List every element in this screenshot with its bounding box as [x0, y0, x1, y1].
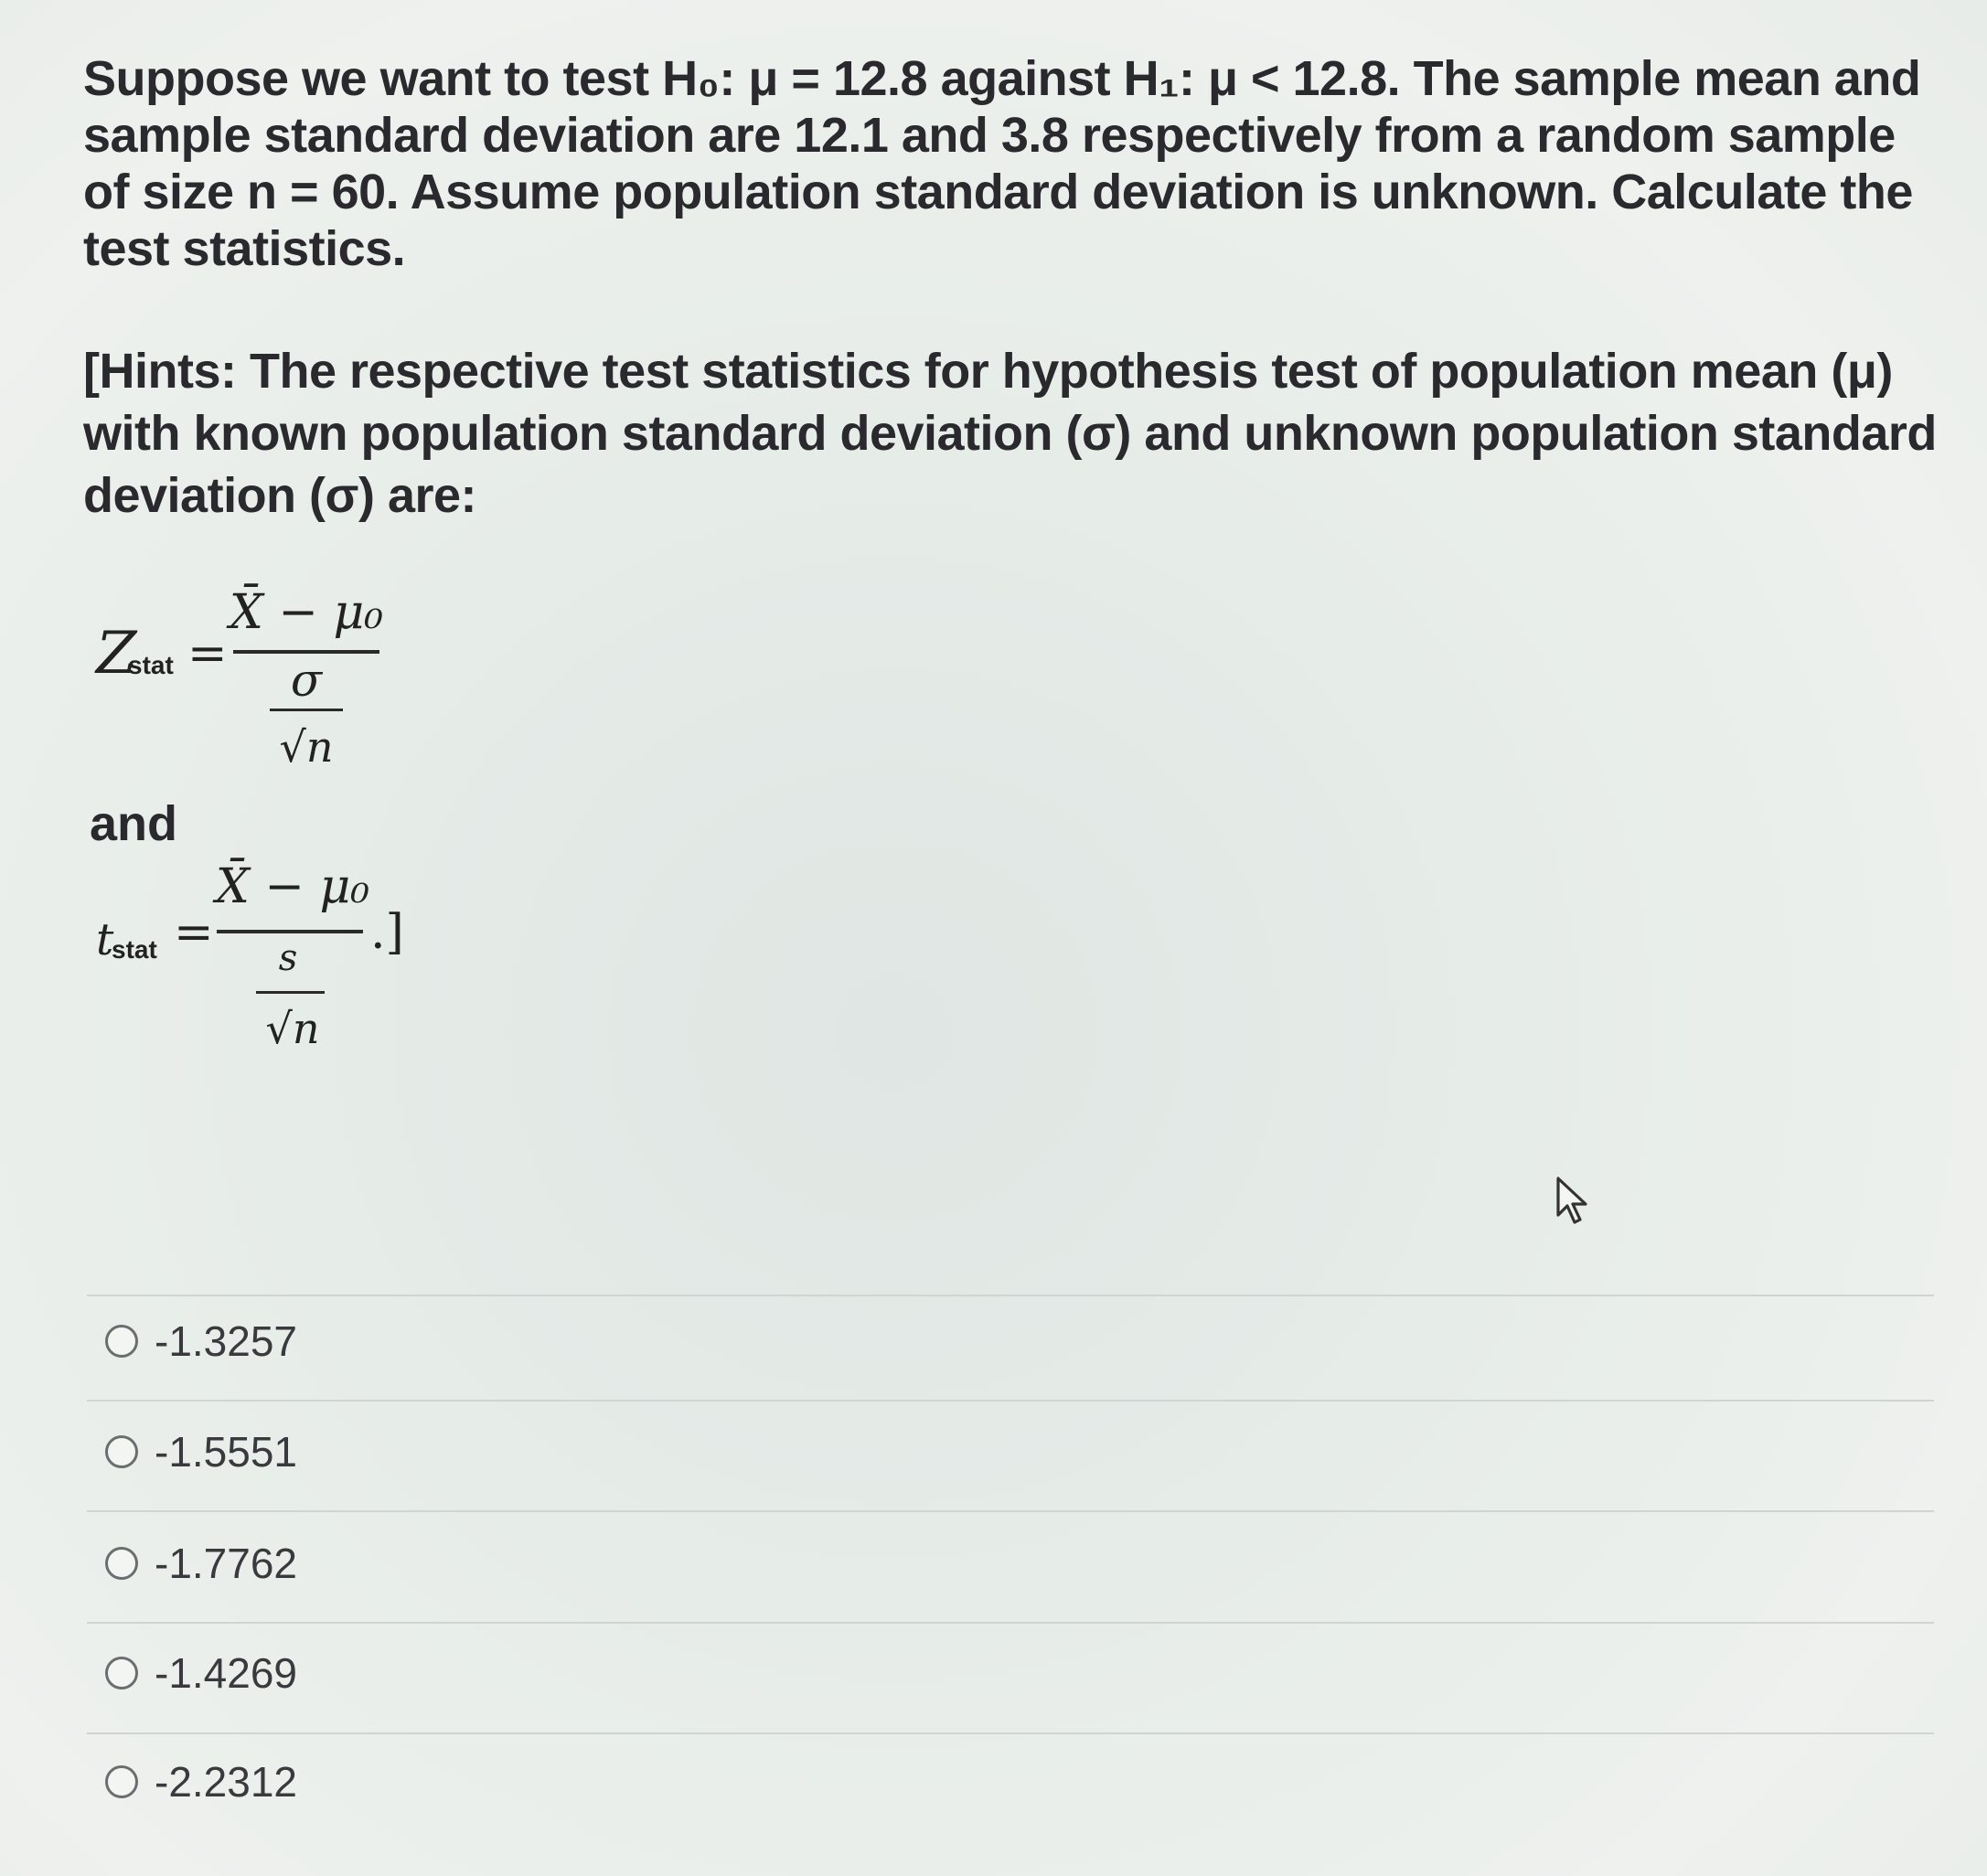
equals-sign: =	[187, 626, 228, 681]
radio-button[interactable]	[105, 1547, 138, 1580]
option-1[interactable]	[105, 1316, 297, 1366]
divider	[87, 1622, 1934, 1624]
option-label: -1.7762	[155, 1540, 298, 1587]
z-inner-bar	[270, 709, 343, 711]
hint-text: [Hints: The respective test statistics for hypothesis test of population mean (μ) with known population standard deviation (σ) and unknown population standard deviation (σ) are:	[83, 344, 1937, 523]
option-4[interactable]	[105, 1648, 297, 1698]
z-sigma: σ	[290, 654, 323, 707]
option-label: -1.3257	[155, 1317, 298, 1365]
t-s: s	[278, 937, 298, 979]
t-fraction-bar	[217, 930, 363, 933]
equals-sign: =	[174, 905, 214, 960]
z-subscript: stat	[128, 651, 174, 679]
divider	[87, 1732, 1934, 1734]
divider	[87, 1510, 1934, 1512]
radio-button[interactable]	[105, 1325, 138, 1358]
closing-bracket: .]	[370, 905, 404, 960]
divider	[87, 1400, 1934, 1402]
option-2[interactable]	[105, 1427, 297, 1476]
radio-button[interactable]	[105, 1435, 138, 1468]
z-sqrt-n: √n	[279, 722, 334, 772]
option-label: -1.5551	[155, 1428, 298, 1476]
t-numerator: X̄ − μ₀	[215, 859, 370, 914]
radio-button[interactable]	[105, 1765, 138, 1798]
t-inner-bar	[256, 991, 325, 994]
and-text: and	[90, 796, 178, 851]
t-sqrt-n: √n	[265, 1004, 320, 1053]
t-subscript: stat	[112, 935, 157, 964]
mouse-pointer-icon	[1554, 1175, 1595, 1226]
radio-button[interactable]	[105, 1657, 138, 1689]
t-symbol: t	[96, 914, 114, 965]
divider	[87, 1295, 1934, 1296]
option-3[interactable]	[105, 1539, 297, 1588]
option-5[interactable]	[105, 1757, 297, 1807]
z-numerator: X̄ − μ₀	[229, 585, 384, 640]
question-text: Suppose we want to test H₀: μ = 12.8 against H₁: μ < 12.8. The sample mean and sample standard deviation are 12.1 and 3.8 respectively from a random sample of size n = 60. Assume population standard deviation is unknown. Calculate the test statistics.	[83, 51, 1921, 276]
option-label: -2.2312	[155, 1758, 298, 1806]
z-symbol: Z	[96, 620, 137, 688]
option-label: -1.4269	[155, 1649, 298, 1697]
